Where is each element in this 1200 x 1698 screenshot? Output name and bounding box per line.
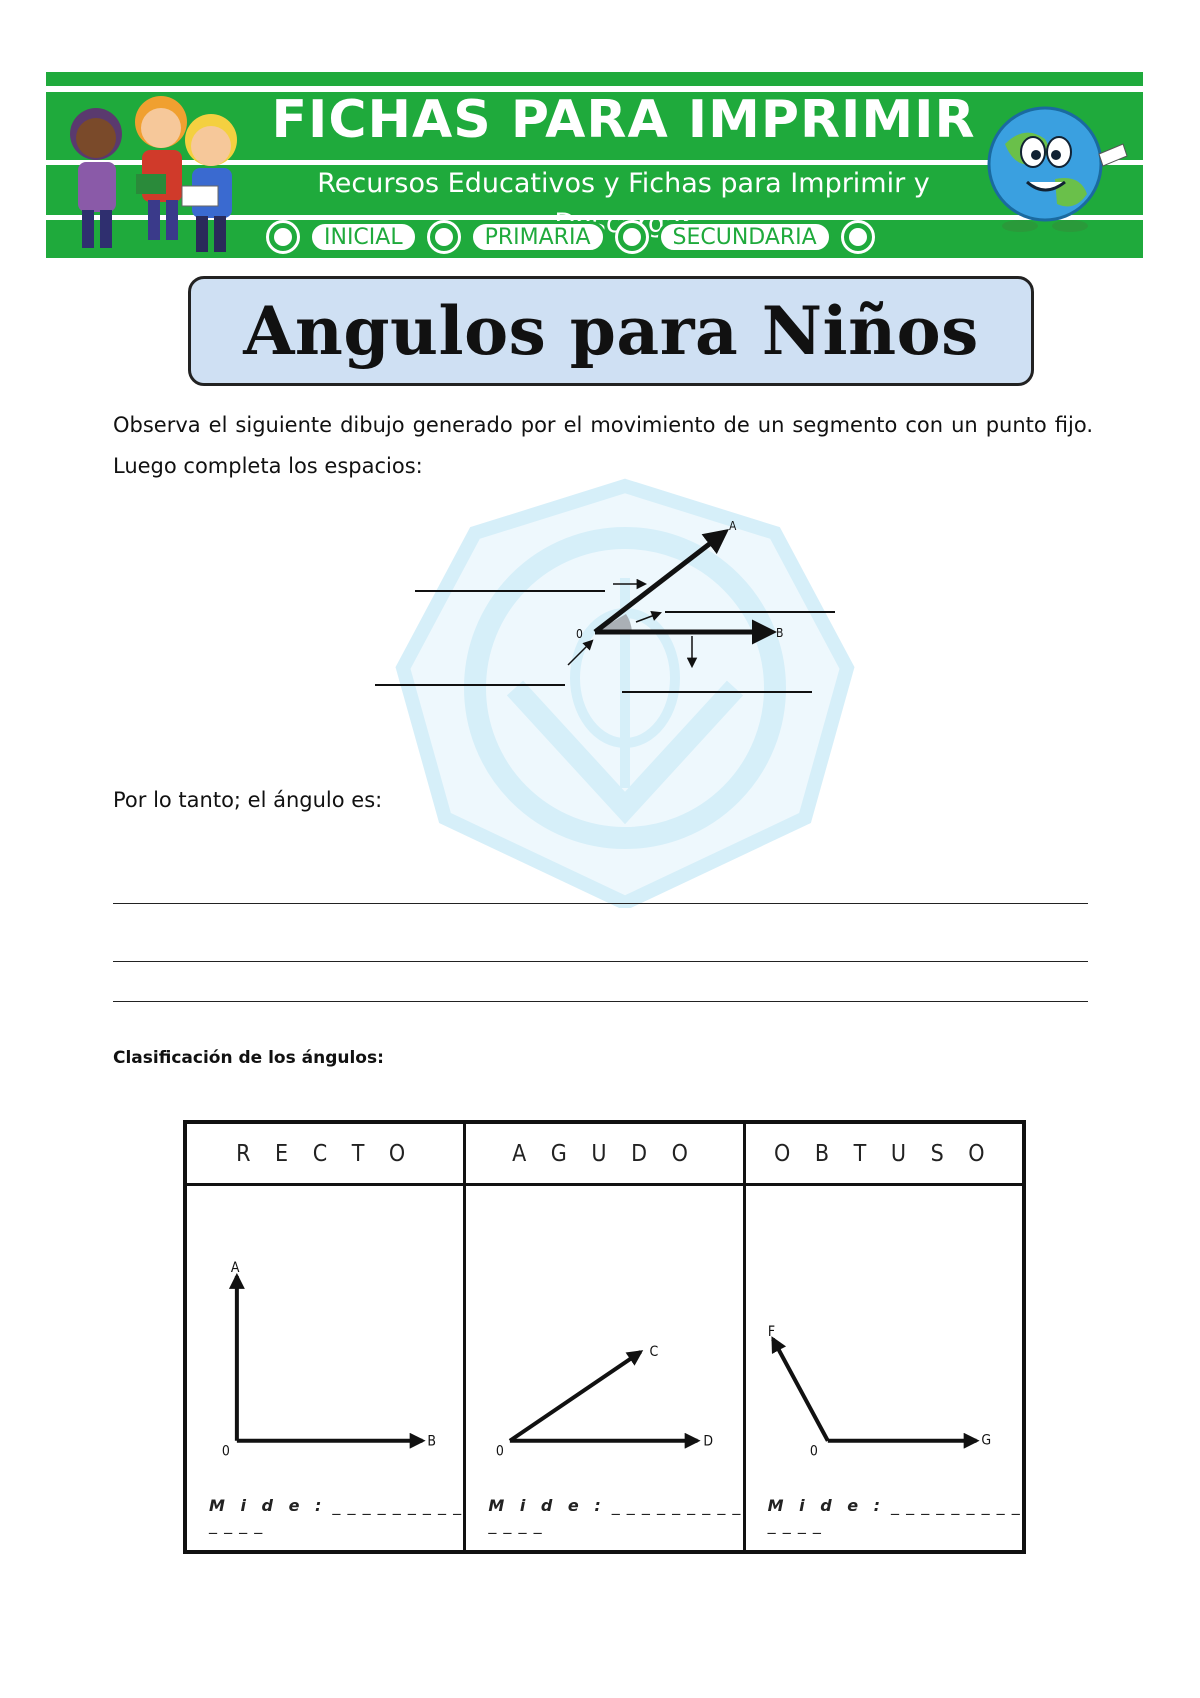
- measure-field[interactable]: [488, 1496, 742, 1534]
- pointer-arrow: [636, 613, 660, 622]
- banner-subtitle: Recursos Educativos y Fichas para Imprimir y: [317, 168, 930, 199]
- kids-illustration: [56, 82, 256, 257]
- nav-bullet-icon: [615, 220, 649, 254]
- measure-blank[interactable]: _ _ _ _ _ _ _ _ _ _ _ _ _: [209, 1496, 463, 1534]
- globe-mascot-icon: [975, 94, 1135, 234]
- vertex-label: 0: [496, 1443, 505, 1460]
- pointer-arrow: [568, 641, 592, 665]
- classification-label: Clasificación de los ángulos:: [113, 1048, 384, 1068]
- classification-table: [183, 1120, 1026, 1554]
- title-box: [188, 276, 1034, 386]
- diagram-label-origin: 0: [576, 627, 583, 641]
- angle-card-heading: A G U D O: [466, 1124, 742, 1186]
- nav-bullet-icon: [427, 220, 461, 254]
- right-angle-figure: [187, 1186, 463, 1486]
- page-title: Angulos para Niños: [243, 292, 979, 370]
- angle-card-obtuso: [746, 1124, 1022, 1550]
- header-banner: [46, 72, 1143, 258]
- diagram-label-a: A: [729, 519, 737, 533]
- angle-rotation-diagram: [360, 510, 860, 710]
- banner-title: FICHAS PARA IMPRIMIR: [271, 90, 976, 150]
- point-label: D: [703, 1433, 714, 1450]
- nav-bullet-icon: [266, 220, 300, 254]
- point-label: G: [981, 1432, 991, 1449]
- nav-link-primaria[interactable]: PRIMARIA: [470, 221, 606, 253]
- ray-oa: [595, 532, 725, 632]
- nav-bullet-icon: [841, 220, 875, 254]
- measure-blank[interactable]: _ _ _ _ _ _ _ _ _ _ _ _ _: [488, 1496, 742, 1534]
- measure-label: M i d e :: [209, 1496, 327, 1515]
- measure-blank[interactable]: _ _ _ _ _ _ _ _ _ _ _ _ _: [767, 1496, 1021, 1534]
- vertex-label: 0: [221, 1443, 230, 1460]
- answer-line[interactable]: [113, 961, 1088, 962]
- point-label: C: [649, 1343, 659, 1360]
- angle-card-heading: O B T U S O: [746, 1124, 1022, 1186]
- angle-card-heading: R E C T O: [187, 1124, 463, 1186]
- point-label: F: [767, 1324, 775, 1340]
- acute-angle-figure: [466, 1186, 742, 1486]
- angle-card-agudo: [466, 1124, 745, 1550]
- diagram-label-b: B: [776, 626, 784, 640]
- point-label: A: [230, 1260, 240, 1277]
- nav-link-secundaria[interactable]: SECUNDARIA: [658, 221, 832, 253]
- measure-field[interactable]: [768, 1496, 1022, 1534]
- answer-line[interactable]: [113, 1001, 1088, 1002]
- nav-link-inicial[interactable]: INICIAL: [309, 221, 418, 253]
- instructions-text: Observa el siguiente dibujo generado por el movimiento de un segmento con un punto fijo. Luego completa los espacios:: [113, 413, 1093, 478]
- measure-label: M i d e :: [767, 1496, 886, 1515]
- measure-label: M i d e :: [488, 1496, 606, 1515]
- obtuse-angle-figure: [746, 1186, 1022, 1486]
- conclusion-label: Por lo tanto; el ángulo es:: [113, 788, 383, 812]
- answer-line[interactable]: [113, 903, 1088, 904]
- angle-card-recto: [187, 1124, 466, 1550]
- point-label: B: [427, 1433, 437, 1450]
- banner-nav: [266, 217, 1001, 257]
- measure-field[interactable]: [209, 1496, 463, 1534]
- vertex-label: 0: [809, 1443, 818, 1460]
